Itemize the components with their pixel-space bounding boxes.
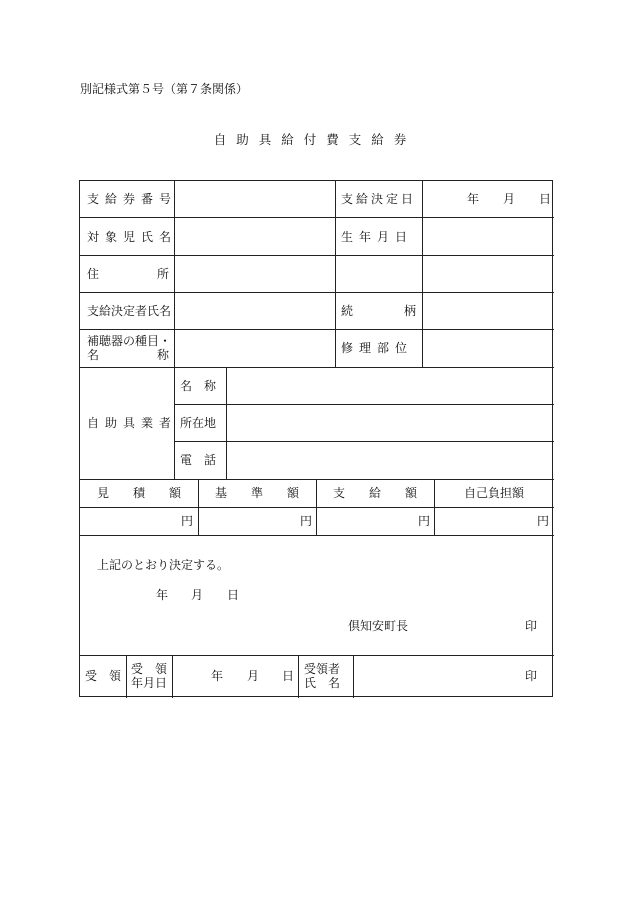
form-number-label: 別記様式第５号（第７条関係） <box>80 82 249 96</box>
mayor-seal: 印 <box>525 619 538 633</box>
receiver-seal: 印 <box>525 669 538 683</box>
vendor-phone-label: 電 話 <box>180 453 217 467</box>
voucher-number-label: 支給券番号 <box>87 192 178 206</box>
receipt-day: 日 <box>282 669 295 683</box>
decision-date-day: 日 <box>539 192 552 206</box>
receipt-year: 年 <box>211 669 224 683</box>
receiver-label-1: 受領者 <box>304 662 341 676</box>
birth-date-label: 生年月日 <box>341 230 414 244</box>
device-type-label-2b: 称 <box>157 348 170 362</box>
repair-part-label: 修理部位 <box>341 341 414 355</box>
decision-month: 月 <box>191 588 204 602</box>
voucher-form-table <box>79 180 553 697</box>
mayor-title: 倶知安町長 <box>348 619 409 633</box>
payment-yen-unit: 円 <box>418 514 431 528</box>
decision-date-year: 年 <box>467 192 480 206</box>
standard-yen-unit: 円 <box>300 514 313 528</box>
decision-text: 上記のとおり決定する。 <box>97 558 230 572</box>
receipt-date-label-1: 受 領 <box>131 662 168 676</box>
receipt-date-label-2: 年月日 <box>131 676 168 690</box>
receipt-label: 受 領 <box>85 669 122 683</box>
child-name-label: 対象児氏名 <box>87 230 178 244</box>
estimate-yen-unit: 円 <box>181 514 194 528</box>
payment-header: 支 給 額 <box>332 486 417 500</box>
receipt-month: 月 <box>247 669 260 683</box>
address-label-a: 住 <box>87 267 100 281</box>
estimate-header: 見 積 額 <box>96 486 181 500</box>
decision-date-month: 月 <box>503 192 516 206</box>
vendor-label: 自助具業者 <box>87 416 178 430</box>
decided-person-label: 支給決定者氏名 <box>87 304 172 318</box>
vendor-name-label: 名 称 <box>180 379 217 393</box>
self-pay-yen-unit: 円 <box>537 514 550 528</box>
device-type-label-1: 補聴器の種目・ <box>87 334 172 348</box>
page-title: 自助具給付費支給券 <box>213 132 417 147</box>
decision-year: 年 <box>156 588 169 602</box>
standard-header: 基 準 額 <box>214 486 299 500</box>
decision-day: 日 <box>227 588 240 602</box>
vendor-address-label: 所在地 <box>180 416 217 430</box>
device-type-label-2a: 名 <box>87 348 100 362</box>
decision-date-label: 支給決定日 <box>341 192 417 206</box>
relation-label-b: 柄 <box>404 304 417 318</box>
self-pay-header: 自己負担額 <box>463 486 524 500</box>
receiver-label-2: 氏 名 <box>304 676 341 690</box>
relation-label-a: 続 <box>341 304 354 318</box>
address-label-b: 所 <box>157 267 170 281</box>
